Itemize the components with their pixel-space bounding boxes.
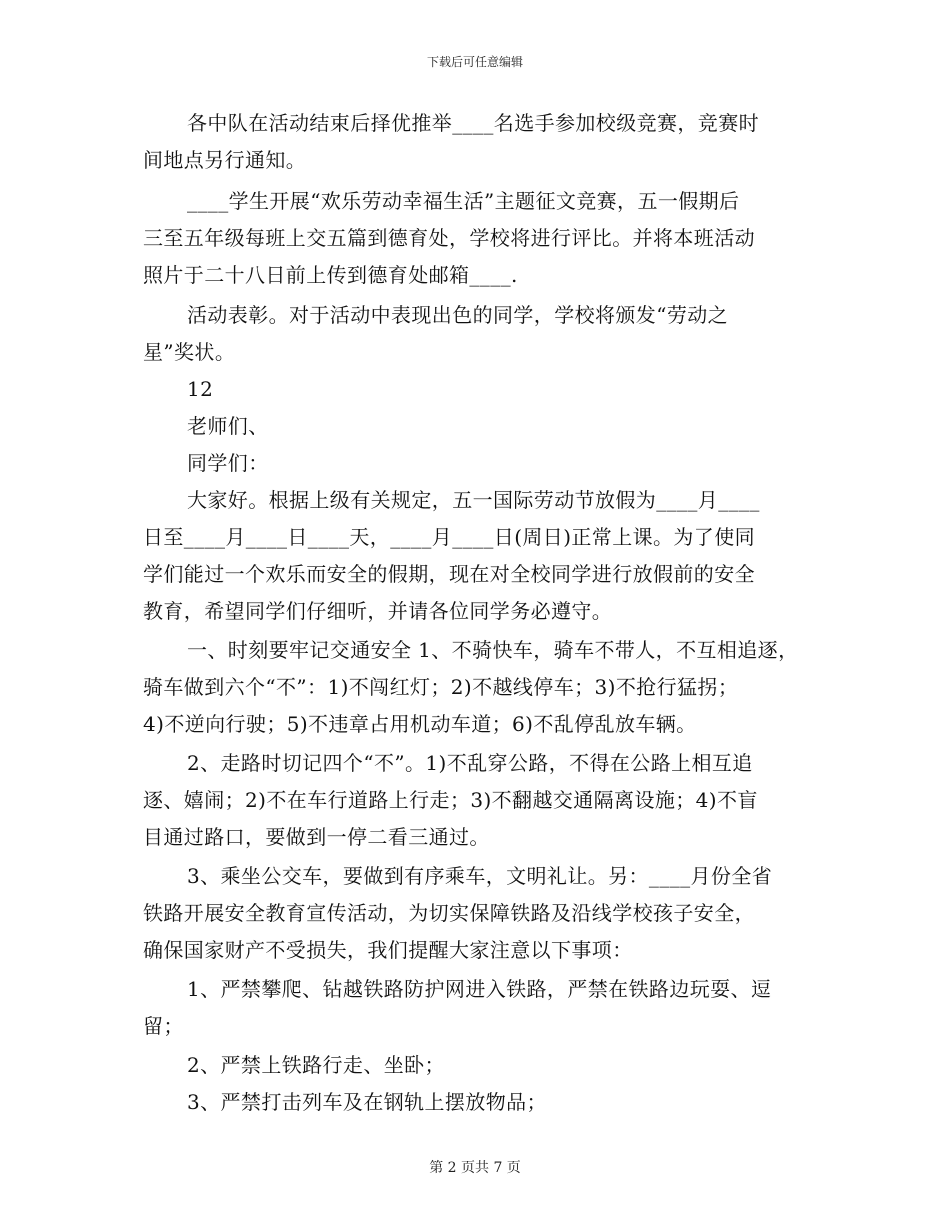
text-line: ____学生开展“欢乐劳动幸福生活”主题征文竞赛，五一假期后 <box>187 189 740 213</box>
text-line: 星”奖状。 <box>143 340 236 364</box>
text-line: 4)不逆向行驶；5)不违章占用机动车道；6)不乱停乱放车辆。 <box>143 712 697 736</box>
text-line: 老师们、 <box>187 414 269 438</box>
text-line: 骑车做到六个“不”：1)不闯红灯；2)不越线停车；3)不抢行猛拐； <box>143 675 739 699</box>
text-line: 同学们： <box>187 451 269 475</box>
page-header: 下载后可任意编辑 <box>426 55 523 69</box>
text-line: 照片于二十八日前上传到德育处邮箱____. <box>143 263 518 287</box>
text-line: 学们能过一个欢乐而安全的假期，现在对全校同学进行放假前的安全 <box>143 562 755 586</box>
text-line: 各中队在活动结束后择优推举____名选手参加校级竞赛，竞赛时 <box>187 111 759 135</box>
text-line: 铁路开展安全教育宣传活动，为切实保障铁路及沿线学校孩子安全， <box>143 901 755 925</box>
text-line: 2、严禁上铁路行走、坐卧； <box>187 1053 445 1077</box>
text-line: 1、严禁攀爬、钻越铁路防护网进入铁路，严禁在铁路边玩耍、逗 <box>187 977 772 1001</box>
text-line: 12 <box>187 377 214 401</box>
text-line: 大家好。根据上级有关规定，五一国际劳动节放假为____月____ <box>187 488 760 512</box>
text-line: 留； <box>143 1014 184 1038</box>
text-line: 一、时刻要牢记交通安全 1、不骑快车，骑车不带人，不互相追逐， <box>187 638 799 662</box>
page-footer: 第 2 页共 7 页 <box>429 1160 521 1176</box>
text-line: 日至____月____日____天，____月____日(周日)正常上课。为了使同 <box>143 525 756 549</box>
text-line: 2、走路时切记四个“不”。1)不乱穿公路，不得在公路上相互追 <box>187 751 753 775</box>
text-line: 间地点另行通知。 <box>143 148 307 172</box>
text-line: 目通过路口，要做到一停二看三通过。 <box>143 825 490 849</box>
text-line: 3、严禁打击列车及在钢轨上摆放物品； <box>187 1090 547 1114</box>
text-line: 确保国家财产不受损失，我们提醒大家注意以下事项： <box>143 938 633 962</box>
text-line: 三至五年级每班上交五篇到德育处，学校将进行评比。并将本班活动 <box>143 226 755 250</box>
text-line: 3、乘坐公交车，要做到有序乘车，文明礼让。另：____月份全省 <box>187 864 773 888</box>
text-line: 活动表彰。对于活动中表现出色的同学，学校将颁发“劳动之 <box>187 303 729 327</box>
text-line: 教育，希望同学们仔细听，并请各位同学务必遵守。 <box>143 599 613 623</box>
text-line: 逐、嬉闹；2)不在车行道路上行走；3)不翻越交通隔离设施；4)不盲 <box>143 788 758 812</box>
